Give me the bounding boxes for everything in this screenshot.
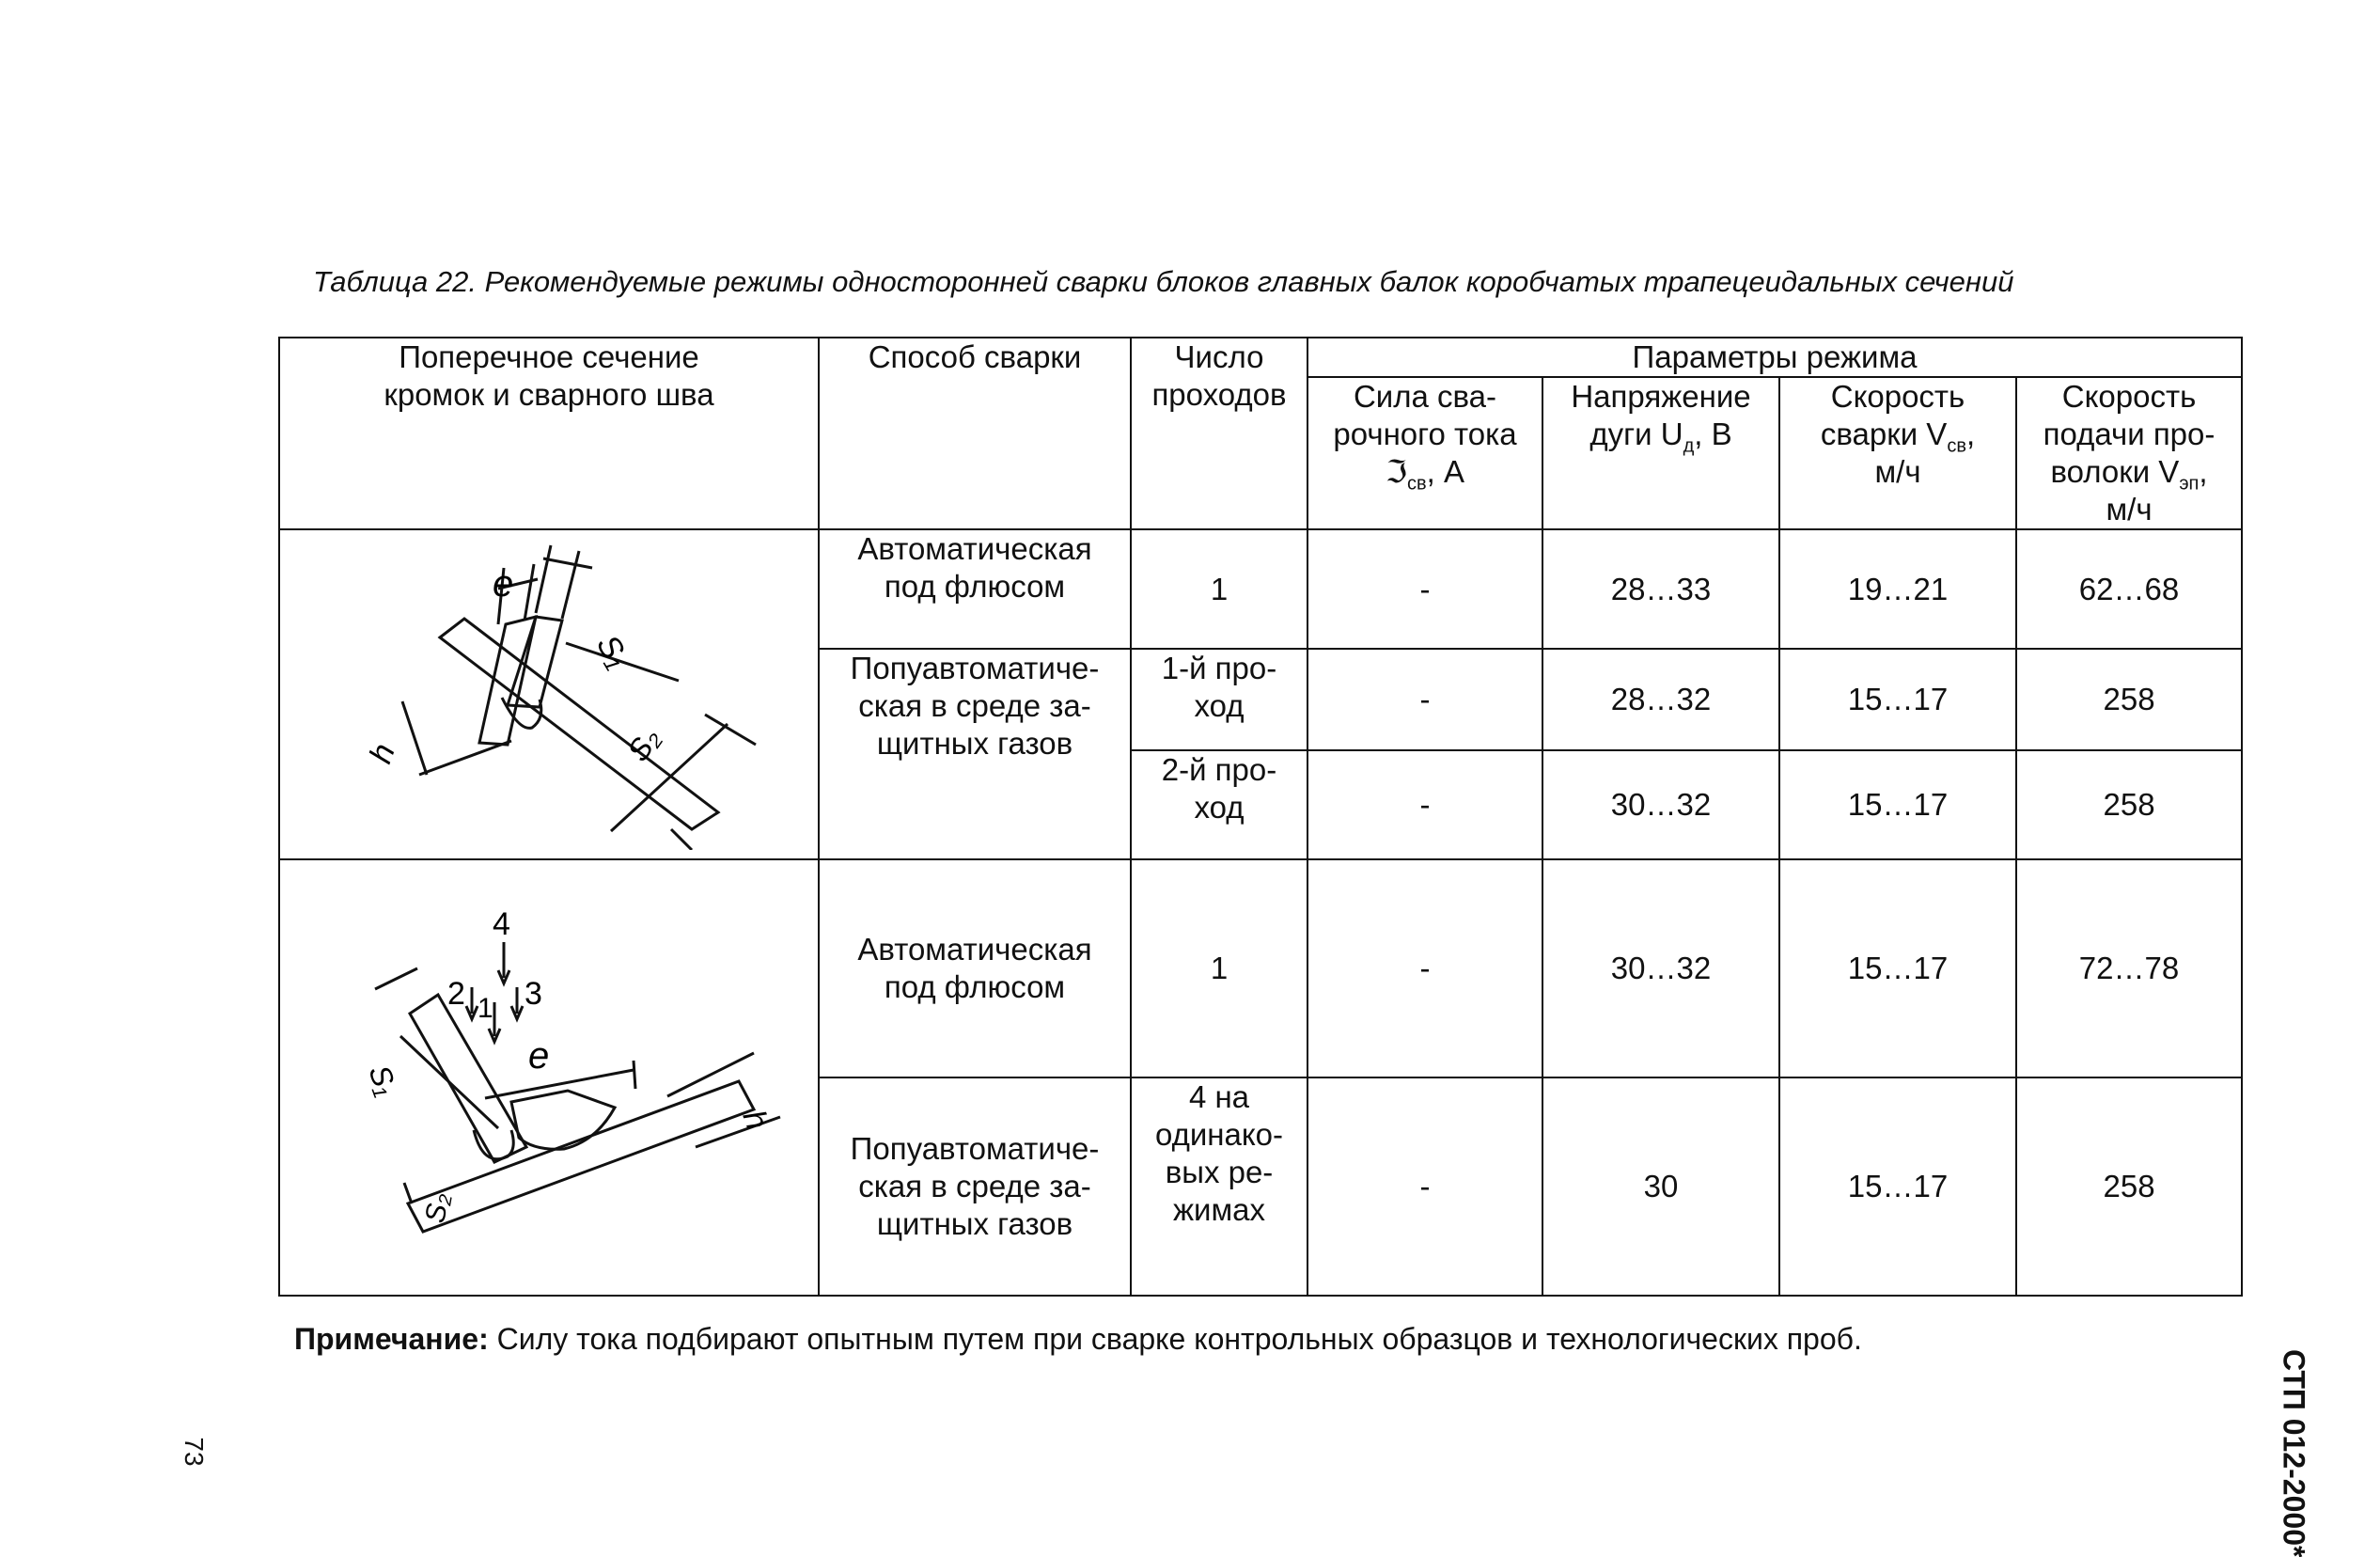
page-number: 73: [180, 1437, 209, 1467]
header-current: Сила сва- рочного тока ℑ$_{св}$, А: [1307, 377, 1542, 529]
header-speed: Скорость сварки $V_{св}$, м/ч: [1779, 377, 2016, 529]
label-s2: S₂: [620, 721, 666, 768]
voltage-cell: 28…33: [1542, 529, 1779, 649]
feed-cell: 72…78: [2016, 859, 2242, 1077]
passes-cell: 1: [1131, 529, 1307, 649]
section-sketch-2: [279, 859, 819, 1296]
method-cell: Автоматическая под флюсом: [819, 529, 1131, 649]
document-code: СТП 012-2000*: [2277, 1349, 2311, 1557]
current-cell: -: [1307, 649, 1542, 750]
current-cell: -: [1307, 750, 1542, 859]
note-label: Примечание:: [294, 1322, 489, 1356]
table-row: [279, 859, 2242, 1077]
weld-sketch-2: [286, 876, 812, 1271]
table-note: [294, 1322, 1862, 1357]
header-section: Поперечное сечение кромок и сварного шва: [279, 338, 819, 529]
label-1: 1: [478, 992, 493, 1024]
header-method: Способ сварки: [819, 338, 1131, 529]
feed-cell: 258: [2016, 1077, 2242, 1296]
voltage-cell: 28…32: [1542, 649, 1779, 750]
label-2: 2: [447, 975, 465, 1012]
note-text: Силу тока подбирают опытным путем при сварке контрольных образцов и технологических проб.: [488, 1322, 1862, 1356]
voltage-cell: 30…32: [1542, 859, 1779, 1077]
label-h: h: [735, 1105, 775, 1135]
label-4: 4: [493, 905, 510, 942]
header-feed: Скорость подачи про- волоки $V_{эп}$, м/ч: [2016, 377, 2242, 529]
speed-cell: 19…21: [1779, 529, 2016, 649]
speed-cell: 15…17: [1779, 859, 2016, 1077]
label-s2: S₂: [419, 1190, 456, 1225]
voltage-cell: 30…32: [1542, 750, 1779, 859]
header-voltage: Напряжение дуги $U_д$, В: [1542, 377, 1779, 529]
speed-cell: 15…17: [1779, 1077, 2016, 1296]
welding-modes-table: [278, 337, 2243, 1297]
passes-cell: 1: [1131, 859, 1307, 1077]
passes-cell: 2-й про- ход: [1131, 750, 1307, 859]
label-e: e: [528, 1034, 550, 1077]
method-cell: Попуавтоматиче- ская в среде за- щитных газов: [819, 649, 1131, 859]
current-cell: -: [1307, 1077, 1542, 1296]
header-params: Параметры режима: [1307, 338, 2242, 377]
table-row: [279, 529, 2242, 649]
method-cell: Попуавтоматиче- ская в среде за- щитных газов: [819, 1077, 1131, 1296]
current-cell: -: [1307, 529, 1542, 649]
method-cell: Автоматическая под флюсом: [819, 859, 1131, 1077]
header-passes: Число проходов: [1131, 338, 1307, 529]
weld-sketch-1: [286, 530, 812, 850]
section-sketch-1: [279, 529, 819, 859]
passes-cell: 1-й про- ход: [1131, 649, 1307, 750]
label-s1: S₁: [589, 629, 636, 674]
speed-cell: 15…17: [1779, 750, 2016, 859]
voltage-cell: 30: [1542, 1077, 1779, 1296]
label-s1: S₁: [362, 1060, 405, 1100]
feed-cell: 258: [2016, 750, 2242, 859]
label-h: h: [362, 738, 402, 768]
speed-cell: 15…17: [1779, 649, 2016, 750]
label-3: 3: [525, 975, 542, 1012]
feed-cell: 62…68: [2016, 529, 2242, 649]
table-caption: Таблица 22. Рекомендуемые режимы односторонней сварки блоков главных балок коробчатых трапецеидальных сечений: [313, 265, 2014, 298]
feed-cell: 258: [2016, 649, 2242, 750]
current-cell: -: [1307, 859, 1542, 1077]
passes-cell: 4 на одинако- вых ре- жимах: [1131, 1077, 1307, 1296]
label-e: e: [493, 563, 514, 605]
